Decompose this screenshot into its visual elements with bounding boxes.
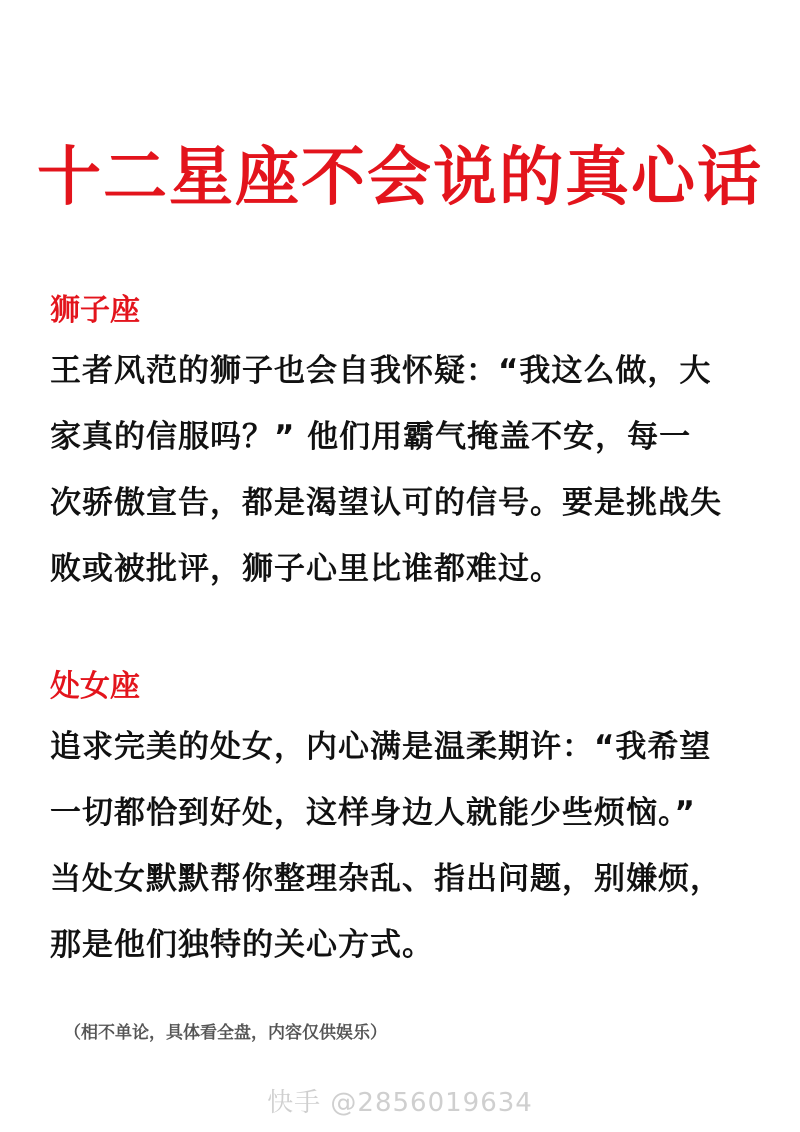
watermark: 快手 @2856019634 bbox=[267, 1088, 533, 1118]
section-leo bbox=[50, 286, 760, 602]
section-body bbox=[50, 338, 760, 602]
body-line: 败或被批评，狮子心里比谁都难过。 bbox=[50, 551, 562, 587]
section-heading: 处女座 bbox=[50, 669, 140, 704]
body-line: 次骄傲宣告，都是渴望认可的信号。要是挑战失 bbox=[50, 485, 722, 521]
section-body bbox=[50, 714, 760, 978]
page-title: 十二星座不会说的真心话 bbox=[37, 141, 763, 215]
body-line: 一切都恰到好处，这样身边人就能少些烦恼。” bbox=[50, 795, 696, 831]
body-line: 那是他们独特的关心方式。 bbox=[50, 927, 434, 963]
section-virgo bbox=[50, 662, 760, 978]
section-heading: 狮子座 bbox=[50, 293, 140, 328]
body-line: 当处女默默帮你整理杂乱、指出问题，别嫌烦， bbox=[50, 861, 722, 897]
body-line: 追求完美的处女，内心满是温柔期许：“我希望 bbox=[50, 729, 712, 765]
disclaimer-text: （相不单论，具体看全盘，内容仅供娱乐） bbox=[64, 1023, 387, 1043]
body-line: 家真的信服吗？” 他们用霸气掩盖不安，每一 bbox=[50, 419, 692, 455]
body-line: 王者风范的狮子也会自我怀疑：“我这么做，大 bbox=[50, 353, 712, 389]
